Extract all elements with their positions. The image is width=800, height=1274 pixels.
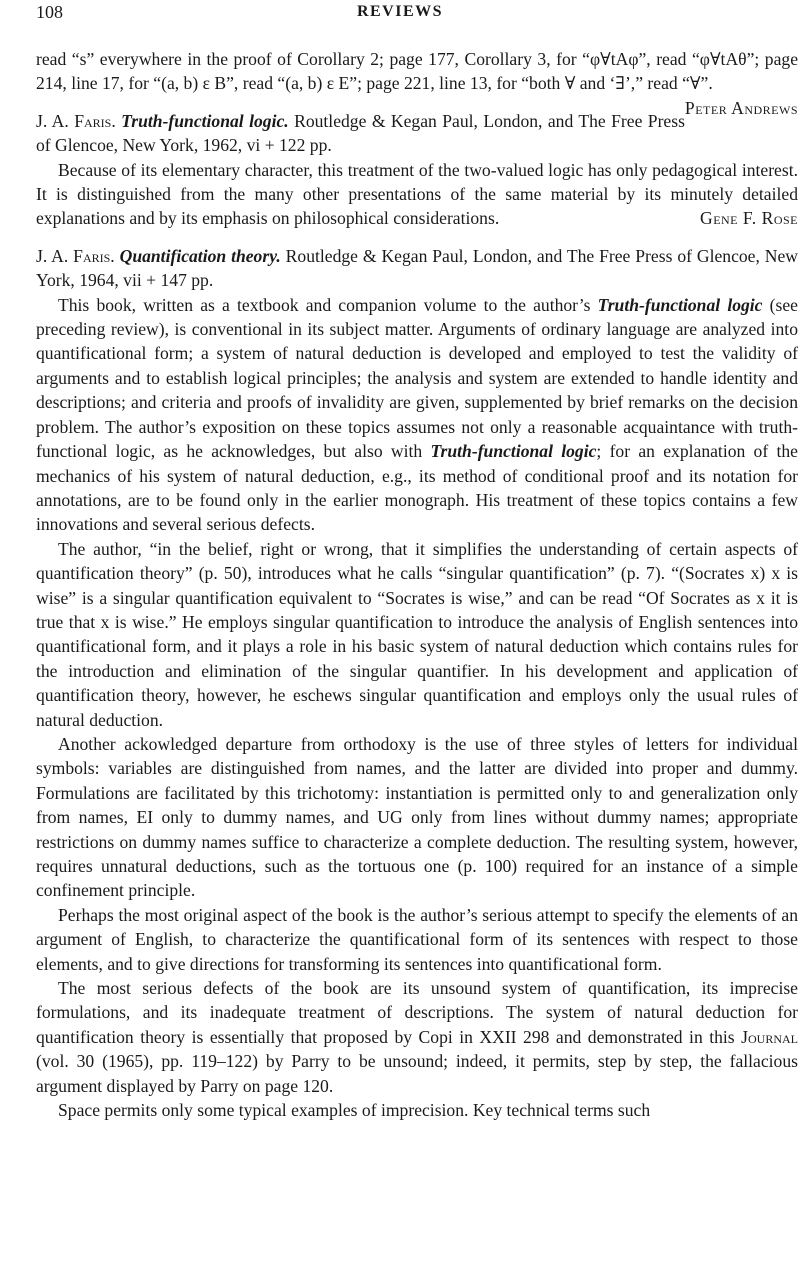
page-content [36,47,798,1122]
review-1-author: J. A. Faris. [36,110,116,131]
paragraph-text: The most serious defects of the book are its unsound system of quantification, its imprecise formulations, and its inadequate treatment of descriptions. The system of natural deduction for quantification theory is essentially that proposed by Copi in XXII 298 and demonstrated in this [36,978,798,1047]
paragraph-text: (vol. 30 (1965), pp. 119–122) by Parry to be unsound; indeed, it permits, step by step, the fallacious argument displayed by Parry on page 120. [36,1051,798,1096]
page-header [0,0,800,24]
review-2-author: J. A. Faris. [36,245,115,266]
paragraph-text: (see preceding review), is conventional in its subject matter. Arguments of ordinary language are analyzed into quantificational form; a system of natural deduction is developed and employed to test the validity of arguments and to establish logical principles; the analysis and system are extended to handle identity and descriptions; and criteria and proofs of invalidity are given, supplemented by brief remarks on the decision problem. The author’s exposition on these topics assumes not only a reasonable acquaintance with truth-functional logic, as he acknowledges, but also with [36,294,798,462]
review-2-citation [36,244,798,293]
paragraph-text: This book, written as a textbook and companion volume to the author’s [58,294,591,315]
running-head: REVIEWS [356,3,444,20]
review-2-paragraph-3: Another ackowledged departure from orthodoxy is the use of three styles of letters for individual symbols: variables are distinguished from names, and the latter are divided into proper and dummy. Formulations are facilitated by this trichotomy: instantiation is permitted only to and generalization only from names, EI only to dummy names, and UG only from lines without dummy names; appropriate restrictions on dummy names suffice to characterize a complete deduction. The resulting system, however, requires unnatural deductions, such as the tortuous one (p. 100) required for an instance of a simple confinement principle. [36,733,798,901]
page-number: 108 [36,2,63,22]
paragraph-text: ; for an explanation of the mechanics of his system of natural deduction, e.g., its method of conditional proof and its notation for annotations, are to be found only in the earlier monograph. His treatment of these topics contains a few innovations and several serious defects. [36,441,798,535]
review-1-body [36,158,798,231]
review-1-text: Because of its elementary character, this treatment of the two-valued logic has only pedagogical interest. It is distinguished from the many other presentations of the same material by its minutely detailed explanations and by its emphasis on philosophical considerations. [36,159,798,229]
book-title-reference: Truth-functional logic [430,441,597,462]
book-title-reference: Truth-functional logic [597,294,763,315]
journal-reference: Journal [741,1026,799,1047]
review-2-paragraph-2: The author, “in the belief, right or wrong, that it simplifies the understanding of certain aspects of quantification theory” (p. 50), introduces what he calls “singular quantification” (p. 7). “(Socrates x) x is wise” is a singular quantification equivalent to “Socrates is wise,” and can be read “Of Socrates as x it is true that x is wise.” He employs singular quantification to introduce the analysis of English sentences into quantificational form, and it plays a role in his basic system of natural deduction which contains rules for the introduction and elimination of the singular quantifier. In his development and application of quantification theory, however, he eschews singular quantification and employs only the usual rules of natural deduction. [36,538,798,730]
review-2-paragraph-1 [36,293,798,537]
review-2-publication: Routledge & Kegan Paul, London, and The Free Press of Glencoe, New York, 1964, vii + 147 pp. [36,245,798,291]
review-1-title: Truth-functional logic. [121,110,289,131]
prev-review-text: read “s” everywhere in the proof of Corollary 2; page 177, Corollary 3, for “φ∀tAφ”, read “φ∀tAθ”; page 214, line 17, for “(a, b) ε B”, read “(a, b) ε E”; page 221, line 13, for “both ∀ and ‘∃’,” read “∀”. [36,49,798,94]
review-2-title: Quantification theory. [119,245,281,266]
review-1-publication: Routledge & Kegan Paul, London, and The Free Press of Glencoe, New York, 1962, vi + 122 pp. [36,110,685,156]
prev-review-tail [36,47,798,118]
prev-reviewer-signature: Peter Andrews [684,97,798,118]
review-1-reviewer-signature: Gene F. Rose [699,208,798,229]
review-2-paragraph-4: Perhaps the most original aspect of the book is the author’s serious attempt to specify the elements of an argument of English, to characterize the quantificational form of its sentences with respect to those elements, and to give directions for transforming its sentences into quantificational form. [36,904,798,974]
review-1-citation [36,109,798,158]
review-2-paragraph-5 [36,976,798,1098]
review-2-paragraph-6: Space permits only some typical examples of imprecision. Key technical terms such [58,1100,651,1121]
